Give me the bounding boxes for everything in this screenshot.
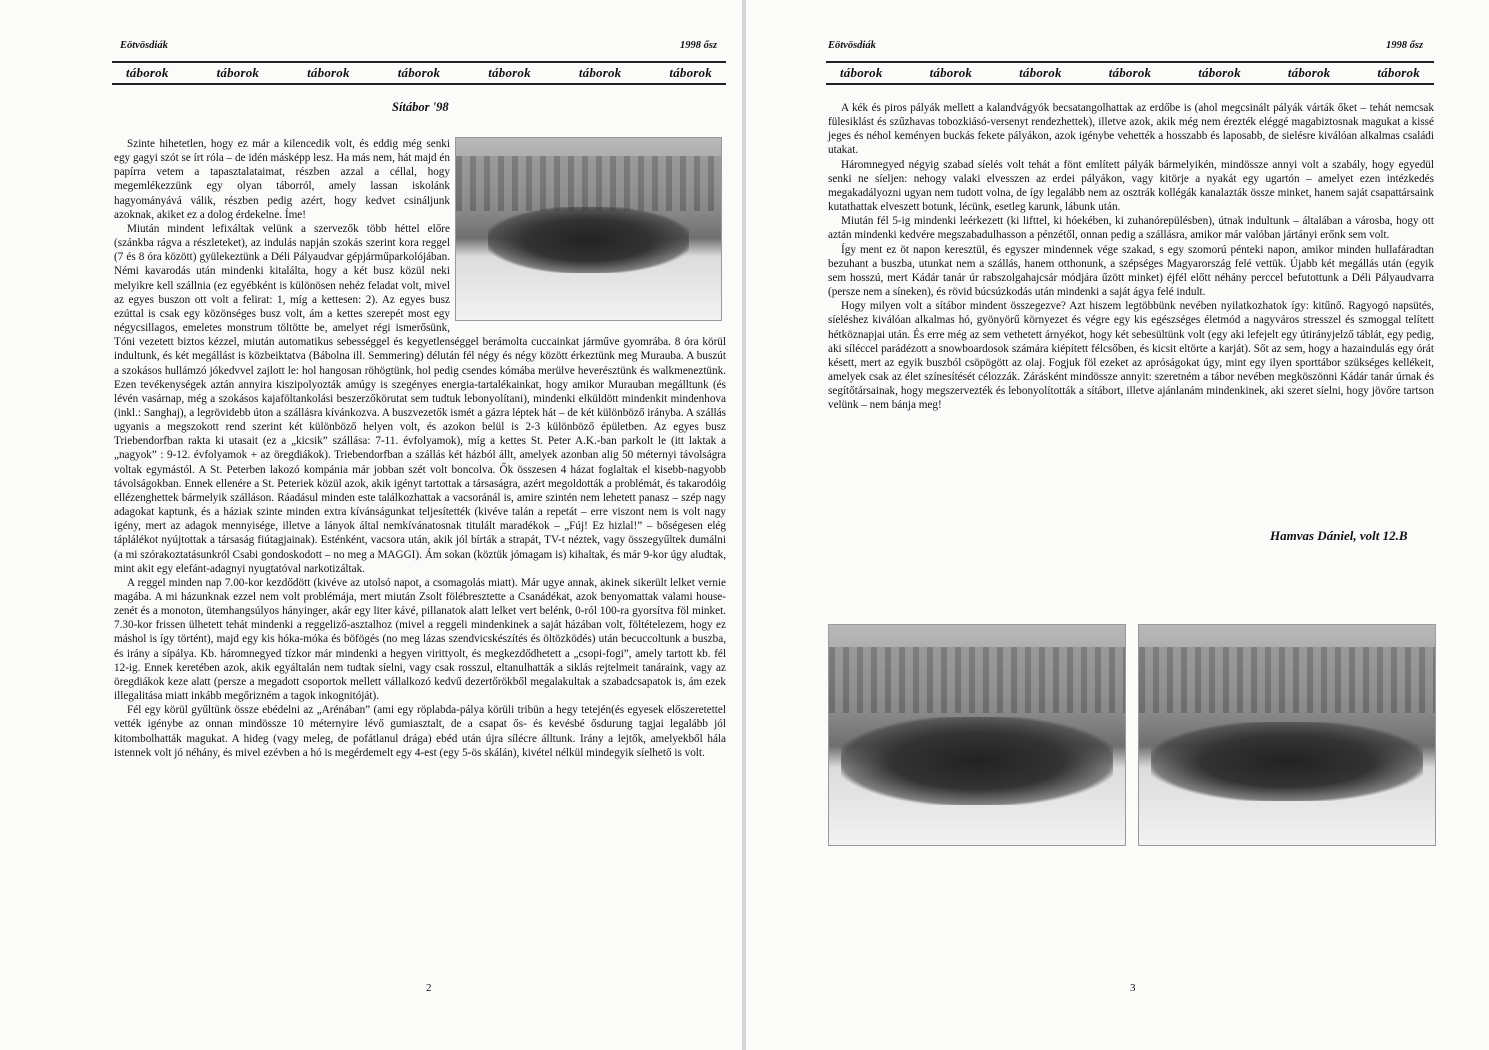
tab-label: táborok: [1019, 65, 1062, 80]
section-tabs: [112, 61, 726, 85]
tab-label: táborok: [669, 65, 712, 80]
header-publication: Eötvösdiák: [120, 40, 168, 51]
tab-label: táborok: [488, 65, 531, 80]
paragraph: Hogy milyen volt a sítábor mindent összegezve? Azt hiszem legtöbbünk nevében nyilatkozhatok így: kitűnő. Ragyogó napsütés, síeléshez kiválóan alkalmas hó, gyönyörű környezet és végre egy kis egészséges életmód a nagyváros stresszel és szmoggal telített hétköznapjai után. És erre még az sem vethetett árnyékot, hogy két sebesültünk volt (egy aki lefejelt egy útirányjelző táblát, egy pedig, aki síléccel parádézott a snowboardosok számára kiépített félcsőben, és kicsit eltörte a karját). Sőt az sem, hogy a hazaindulás egy órát késett, mert az egyik buszból csöpögött az olaj. Fogjuk föl ezeket az apróságokat úgy, mint egy ilyen sporttábor szükséges kellékeit, amelyek csak az élet színesítését célozzák. Zárásként mindössze annyit: szeretném a tábor nevében megköszönni Kádár tanár úrnak és segítőtársainak, hogy megszervezték és lebonyolították a sítábort, illetve ajánlanám mindenkinek, aki szeret síelni, hogy jövőre tartson velünk – nem bánja meg!: [828, 300, 1434, 412]
author-signature: Hamvas Dániel, volt 12.B: [1270, 528, 1408, 543]
tab-label: táborok: [126, 65, 169, 80]
right-page: [746, 0, 1489, 1050]
tab-label: táborok: [840, 65, 883, 80]
article-title: Sítábor '98: [392, 100, 449, 114]
article-body: [114, 137, 726, 949]
paragraph: Miután fél 5-ig mindenki leérkezett (ki lifttel, ki hóekében, ki zuhanórepülésben), útnak indultunk – általában a városba, hogy ott aztán mindenki kedvére megszabadulhasson a pénzétől, onnan pedig a szállásra, amikor már valóban jártányi erőnk sem volt.: [828, 215, 1434, 242]
tab-label: táborok: [1287, 65, 1331, 80]
paragraph: Így ment ez öt napon keresztül, és egyszer mindennek vége szakad, s egy szomorú pénteki napon, amikor minden hullafáradtan bezuhant a buszba, utunkat nem a szállás, hanem otthonunk, a szépséges Magyarország felé vettük. Újabb két megállás után (egyik sem hosszú, mert Kádár tanár úr rabszolgahajcsár módjára űzött minket) éjfél előtt néhány perccel befutottunk a Déli Pályaudvarra (persze nem a síneken), és rövid búcsúzkodás után mindenki a saját ágya felé indult.: [828, 243, 1434, 299]
tab-label: táborok: [1377, 65, 1420, 80]
group-photo: [828, 624, 1126, 846]
photo-people: [841, 717, 1113, 805]
header-publication: Eötvösdiák: [828, 40, 876, 51]
tab-label: táborok: [1108, 65, 1152, 80]
tab-label: táborok: [397, 65, 441, 80]
paragraph: Háromnegyed négyig szabad síelés volt tehát a fönt említett pályák bármelyikén, mindössze annyi volt a szabály, hogy egyedül senki ne síeljen: nehogy valaki elvesszen az erdei pályákon, vagy kitörje a nyakát egy ugartón – amelyet ezen intézkedés megakadályozni ugyan nem tudott volna, de így legalább nem az osztrák kollégák kanalazták össze minket, hanem saját csapattársaink kutathattak elveszett botunk, lécünk, esetleg karunk, lábunk után.: [828, 158, 1434, 214]
paragraph: Fél egy körül gyűltünk össze ebédelni az „Arénában” (ami egy röplabda-pálya körüli tribün a hegy tetején(és egyesek előszeretettel vették igénybe az onnan mindössze 10 méternyire lévő gumiasztalt, de a csapat ős- és kevésbé ősdurung tagjai legalább jól kitombolhatták magukat. A hideg (vagy meleg, de pofátlanul drága) ebéd után újra sílécre álltunk. Irány a lejtők, amelyekből hála istennek volt jó néhány, és mivel ezévben a hó is megérdemelt egy 4-est (egy 5-ös skálán), kivétel nélkül mindegyik síelhető is volt.: [114, 704, 726, 759]
photo-trees: [1139, 647, 1435, 713]
page-number: 3: [1130, 982, 1136, 994]
paragraph: A reggel minden nap 7.00-kor kezdődött (kivéve az utolsó napot, a csomagolás miatt). Már ugye annak, akinek sikerült lelket vernie magába. A mi házunknak ezzel nem volt problémája, mert miután Zsolt fölébresztette a Csanádékat, azok benyomattak valami house-zenét és a monoton, ütemhangsúlyos hányinger, akár egy liter kávé, pillanatok alatt lelket vert belénk, 0-ról 100-ra gyorsítva föl minket. 7.30-kor frissen ülhetett tehát mindenki a reggeliző-asztalhoz (mivel a reggeli mindenkinek a saját házában volt, föltételezem, hogy ez máshol is így történt), majd egy kis hóka-móka és böfögés (no meg lázas szendvicskészítés és öltözködés) után becuccoltunk a buszba, és irány a sípálya. Kb. háromnegyed tízkor már mindenki a hegyen virittyolt, és megkezdődhetett a „csopi-fogi”, amely tartott kb. fél 12-ig. Ennek keretében azok, akik egyáltalán nem tudtak síelni, vagy csak rosszul, eltanulhatták a siklás rejtelmeit tanáraink, vagy az öregdiákok keze alatt (persze a megadott csoportok mellett vállalkozó kedvű dezertőrökből megalakultak a szabadcsapatok is, ám ezek illegalitása miatt inkább megőrizném a tagok inkognitóját).: [114, 576, 726, 703]
tab-label: táborok: [216, 65, 260, 80]
photo-spacer: [450, 137, 726, 323]
section-tabs: [826, 61, 1434, 85]
group-photo: [1138, 624, 1436, 846]
tab-label: táborok: [1198, 65, 1241, 80]
left-page: [0, 0, 742, 1050]
page-number: 2: [426, 982, 432, 994]
tab-label: táborok: [929, 65, 973, 80]
tab-label: táborok: [307, 65, 350, 80]
article-body: [828, 101, 1434, 521]
header-issue: 1998 ősz: [680, 40, 718, 51]
paragraph: Szinte hihetetlen, hogy ez már a kilencedik volt, és eddig még senki egy gagyi szót se írt róla – de idén másképp lesz. Ha más nem, hát majd én papírra vetem a tapasztalataimat, részben azzal a céllal, hogy megemlékezzünk egy olyan táborról, amely lassan iskolánk hagyományává válik, részben pedig azért, hogy kedvet csináljunk azoknak, akiket ez a dolog érdekelne. Íme!: [114, 138, 450, 221]
paragraph: Miután mindent lefixáltak velünk a szervezők több héttel előre (szánkba rágva a részleteket), az indulás napján szokás szerint kora reggel (7 és 8 óra között) gyülekeztünk a Déli Pályaudvar gépjárműparkolójában. Némi kavarodás után mindenki kitalálta, hogy a két busz közül neki melyikre kell szállnia (ez egyébként is különösen nehéz feladat volt, mivel az egyes buszon ott volt a felirat: 1, míg a kettesen: 2). Az egyes busz ezúttal is csak egy közönséges busz volt, ám a kettes szerepét most egy négycsillagos, emeletes monstrum töltötte be, amelyet régi ismerősünk, Tóni vezetett biztos kézzel, miután automatikus sebességgel és kegyetlenséggel berámolta cuccainkat járműve gyomrába. 8 óra körül indultunk, és két megállást is közbeiktatva (Bábolna ill. Semmering) délután fél négy és négy között érkeztünk meg Murauba. A buszút a szokásos hullámzó jókedvvel zajlott le: hol hangosan röhögtünk, hol pedig csendes kómába merülve heverésztünk és walkmeneztünk. Ezen tevékenységek aztán annyira kiszipolyozták amúgy is szegényes energia-tartalékainkat, hogy amikor Murauban megálltunk (és lévén vasárnap, még a szokásos kajaföltankolási beszerzőkörutat sem tudtuk lebonyolítani), mindenki elküldött mindenkit mindenhova (inkl.: Sanghaj), a legrövidebb úton a szállásra kívánkozva. A buszvezetők ismét a gázra léptek hát – de két különböző irányba. A szállás ugyanis a megszokott rend szerint két különböző helyen volt, és azokon belül is 2-3 különböző épületben. Az egyes busz Triebendorfban rakta ki utasait (ez a „kicsik” szállása: 7-11. évfolyamok), míg a kettes St. Peter A.K.-ban parkolt le (itt laktak a „nagyok” : 9-12. évfolyamok + az öregdiákok). Triebendorfban a szállás két házból állt, amelyek azonban alig 50 méternyi távolságra voltak egymástól. A St. Peterben lakozó kompánia már jobban szét volt boncolva. Ők összesen 4 házat foglaltak el kisebb-nagyobb távolságokban. Ennek ellenére a St. Peteriek közül azok, akik igényt tartottak a társaságra, azért megoldották a problémát, és takarodóig ellézenghettek bármelyik szálláson. Ráadásul minden este találkozhattak a vacsoránál is, amire szintén nem lehetett panasz – szép nagy adagokat kaptunk, és a háziak szinte minden extra kívánságunkat teljesítették (kivéve talán a repetát – erre viszont nem is volt nagy igény, mert az adagok mennyisége, illetve a lányok által nemkívánatosnak titulált maradékok – „Fúj! Ez hizlal!” – bőségesen elég táplálékot nyújtottak a társaság fiútagjainak). Esténként, vacsora után, akik jól bírták a strapát, TV-t néztek, vagy összegyűltek dumálni (a mi szórakoztatásunkról Csabi gondoskodott – no meg a MAGGI). Ám sokan (köztük jómagam is) kihaltak, és már 9-kor úgy aludtak, mint akit egy elefánt-adagnyi nyugtatóval narkotizáltak.: [114, 222, 726, 575]
paragraph: A kék és piros pályák mellett a kalandvágyók becsatangolhattak az erdőbe is (ahol megcsinált pályák várták őket – tehát nemcsak fülesiklást és szűzhavas tobozkiásó-versenyt rendezhettek), illetve azok, akik még nem érezték eléggé magabiztosnak magukat a kissé jeges és néhol keményen buckás fekete pályákon, azok igénybe vehették a hosszabb és laposabb, de sielésre kiválóan alkalmas családi utakat.: [828, 102, 1434, 157]
photo-trees: [829, 647, 1125, 713]
header-issue: 1998 ősz: [1386, 40, 1424, 51]
tab-label: táborok: [578, 65, 622, 80]
photo-people: [1151, 722, 1423, 801]
